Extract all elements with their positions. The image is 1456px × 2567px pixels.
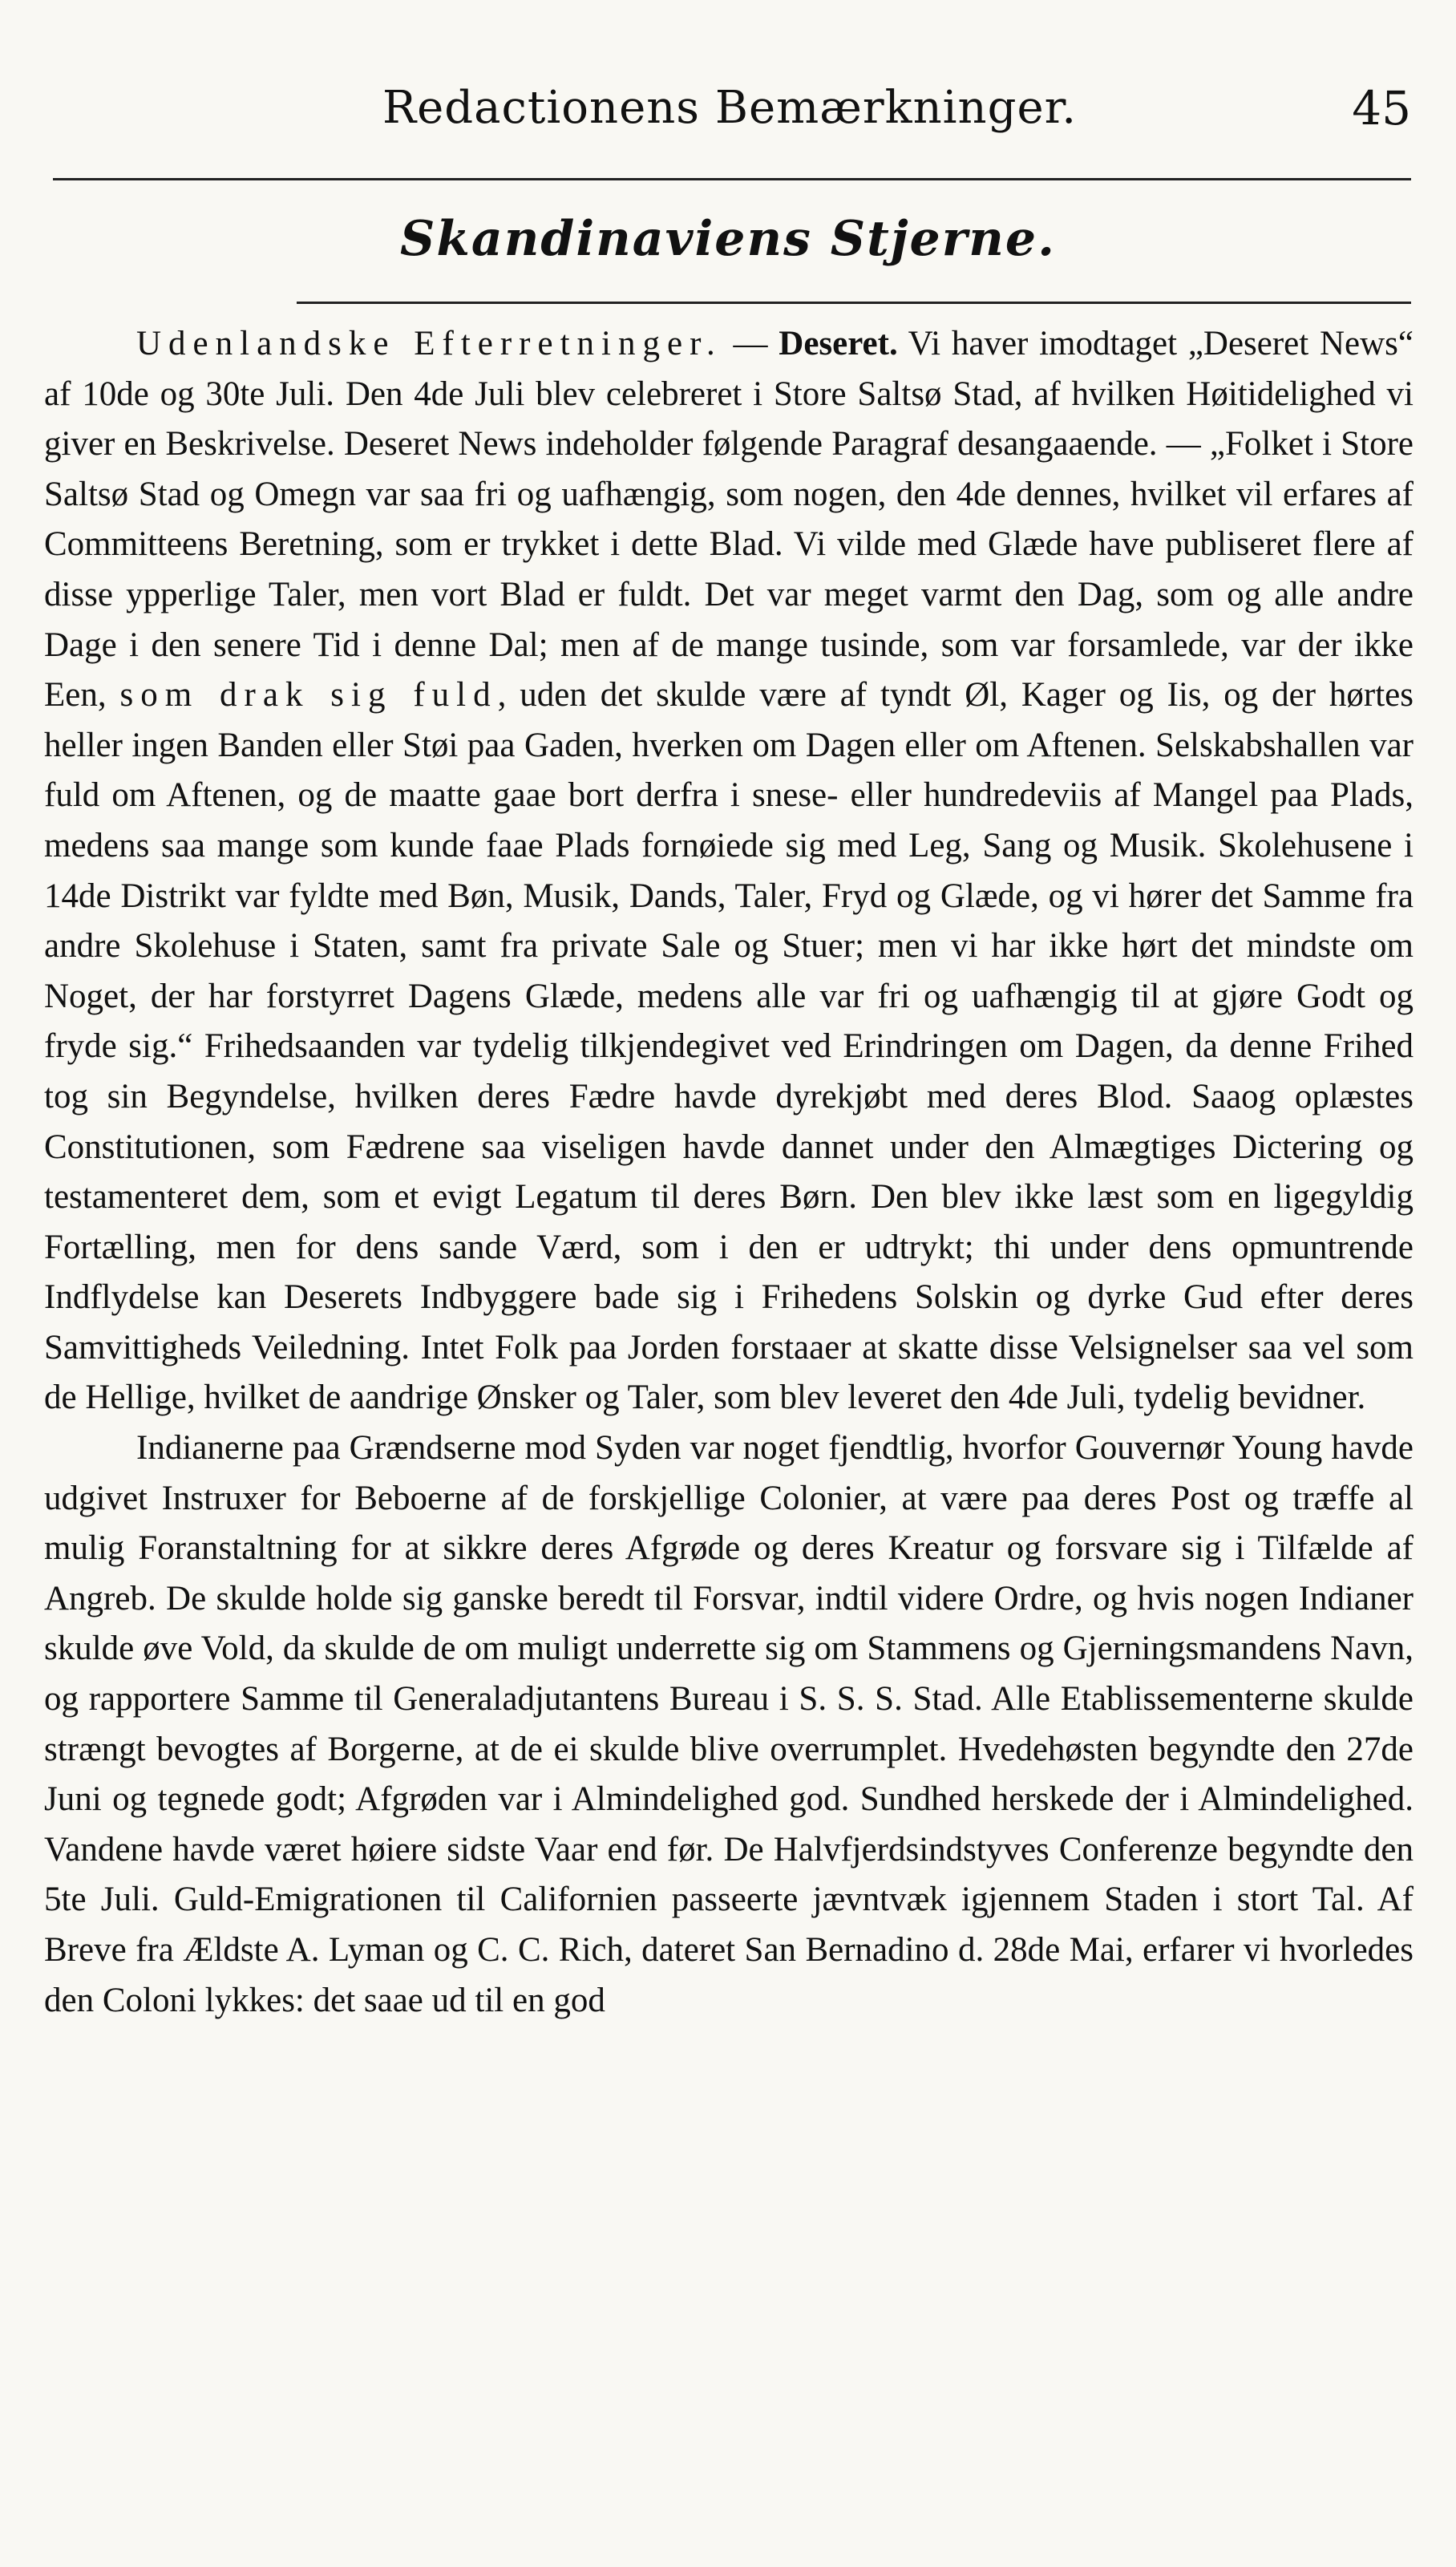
- emphasized-text: som drak sig fuld: [119, 676, 498, 715]
- header-rule: [53, 178, 1411, 180]
- dash: —: [722, 325, 779, 362]
- page-number: 45: [1352, 81, 1411, 136]
- section-title: Skandinaviens Stjerne.: [400, 211, 1056, 267]
- paragraph: Indianerne paa Grændserne mod Syden var noget fjendtlig, hvorfor Gouvernør Young havde udgivet Instruxer for Beboerne af de forskjellige Colonier, at være paa deres Post og træffe al mulig Foranstaltning for at sikkre deres Afgrøde og deres Kreatur og forsvare sig i Tilfælde af Angreb. De skulde holde sig ganske beredt til Forsvar, indtil videre Ordre, og hvis nogen Indianer skulde øve Vold, da skulde de om muligt underrette sig om Stammens og Gjerningsmandens Navn, og rapportere Samme til Generaladjutantens Bureau i S. S. S. Stad. Alle Etablissementerne skulde strængt bevogtes af Borgerne, at de ei skulde blive overrumplet. Hvedehøsten begyndte den 27de Juni og tegnede godt; Afgrøden var i Almindelighed god. Sundhed herskede der i Almindelighed. Vandene havde været høiere sidste Vaar end før. De Halvfjerdsindstyves Conferenze begyndte den 5te Juli. Guld-Emigrationen til Californien passeerte jævntvæk igjennem Staden i stort Tal. Af Breve fra Ældste A. Lyman og C. C. Rich, dateret San Bernadino d. 28de Mai, erfarer vi hvorledes den Coloni lykkes: det saae ud til en god: [44, 1429, 1414, 2019]
- place-heading: Deseret.: [779, 325, 898, 362]
- paragraph-text: , uden det skulde være af tyndt Øl, Kager og Iis, og der hørtes heller ingen Banden eller Støi paa Gaden, hverken om Dagen eller om Aftenen. Selskabshallen var fuld om Aftenen, og de maatte gaae bort derfra i snese- eller hundredeviis af Mangel paa Plads, medens saa mange som kunde faae Plads fornøiede sig med Leg, Sang og Musik. Skolehusene i 14de Distrikt var fyldte med Bøn, Musik, Dands, Taler, Fryd og Glæde, og vi hører det Samme fra andre Skolehuse i Staten, samt fra private Sale og Stuer; men vi har ikke hørt det mindste om Noget, der har forstyrret Dagens Glæde, medens alle var fri og uafhængig til at gjøre Godt og fryde sig.“ Frihedsaanden var tydelig tilkjendegivet ved Erindringen om Dagen, da denne Frihed tog sin Begyndelse, hvilken deres Fædre havde dyrekjøbt med deres Blod. Saaog oplæstes Constitutionen, som Fædrene saa viseligen havde dannet under den Almægtiges Dictering og testamenteret dem, som et evigt Legatum til deres Børn. Den blev ikke læst som en ligegyldig Fortælling, men for dens sande Værd, som i den er udtrykt; thi under dens opmuntrende Indflydelse kan Deserets Indbyggere bade sig i Frihedens Solskin og dyrke Gud efter deres Samvittigheds Veiledning. Intet Folk paa Jorden forstaaer at skatte disse Velsignelser saa vel som de Hellige, hvilket de aandrige Ønsker og Taler, som blev leveret den 4de Juli, tydelig bevidner.: [44, 676, 1414, 1417]
- section-rule: [297, 302, 1411, 304]
- running-head: [48, 76, 1411, 140]
- paragraph: [44, 319, 1414, 1423]
- paragraph-text: Vi haver imodtaget „Deseret News“ af 10de og 30te Juli. Den 4de Juli blev celebreret i Store Saltsø Stad, af hvilken Høitidelighed vi giver en Beskrivelse. Deseret News indeholder følgende Paragraf desangaaende. — „Folket i Store Saltsø Stad og Omegn var saa fri og uafhængig, som nogen, den 4de dennes, hvilket vil erfares af Committeens Beretning, som er trykket i dette Blad. Vi vilde med Glæde have publiseret flere af disse ypperlige Taler, men vort Blad er fuldt. Det var meget varmt den Dag, som og alle andre Dage i den senere Tid i denne Dal; men af de mange tusinde, som var forsamlede, var der ikke Een,: [44, 325, 1414, 715]
- section-kicker: Udenlandske Efterretninger.: [136, 325, 722, 362]
- article-body: [44, 319, 1414, 2026]
- running-title: Redactionens Bemærkninger.: [382, 82, 1078, 134]
